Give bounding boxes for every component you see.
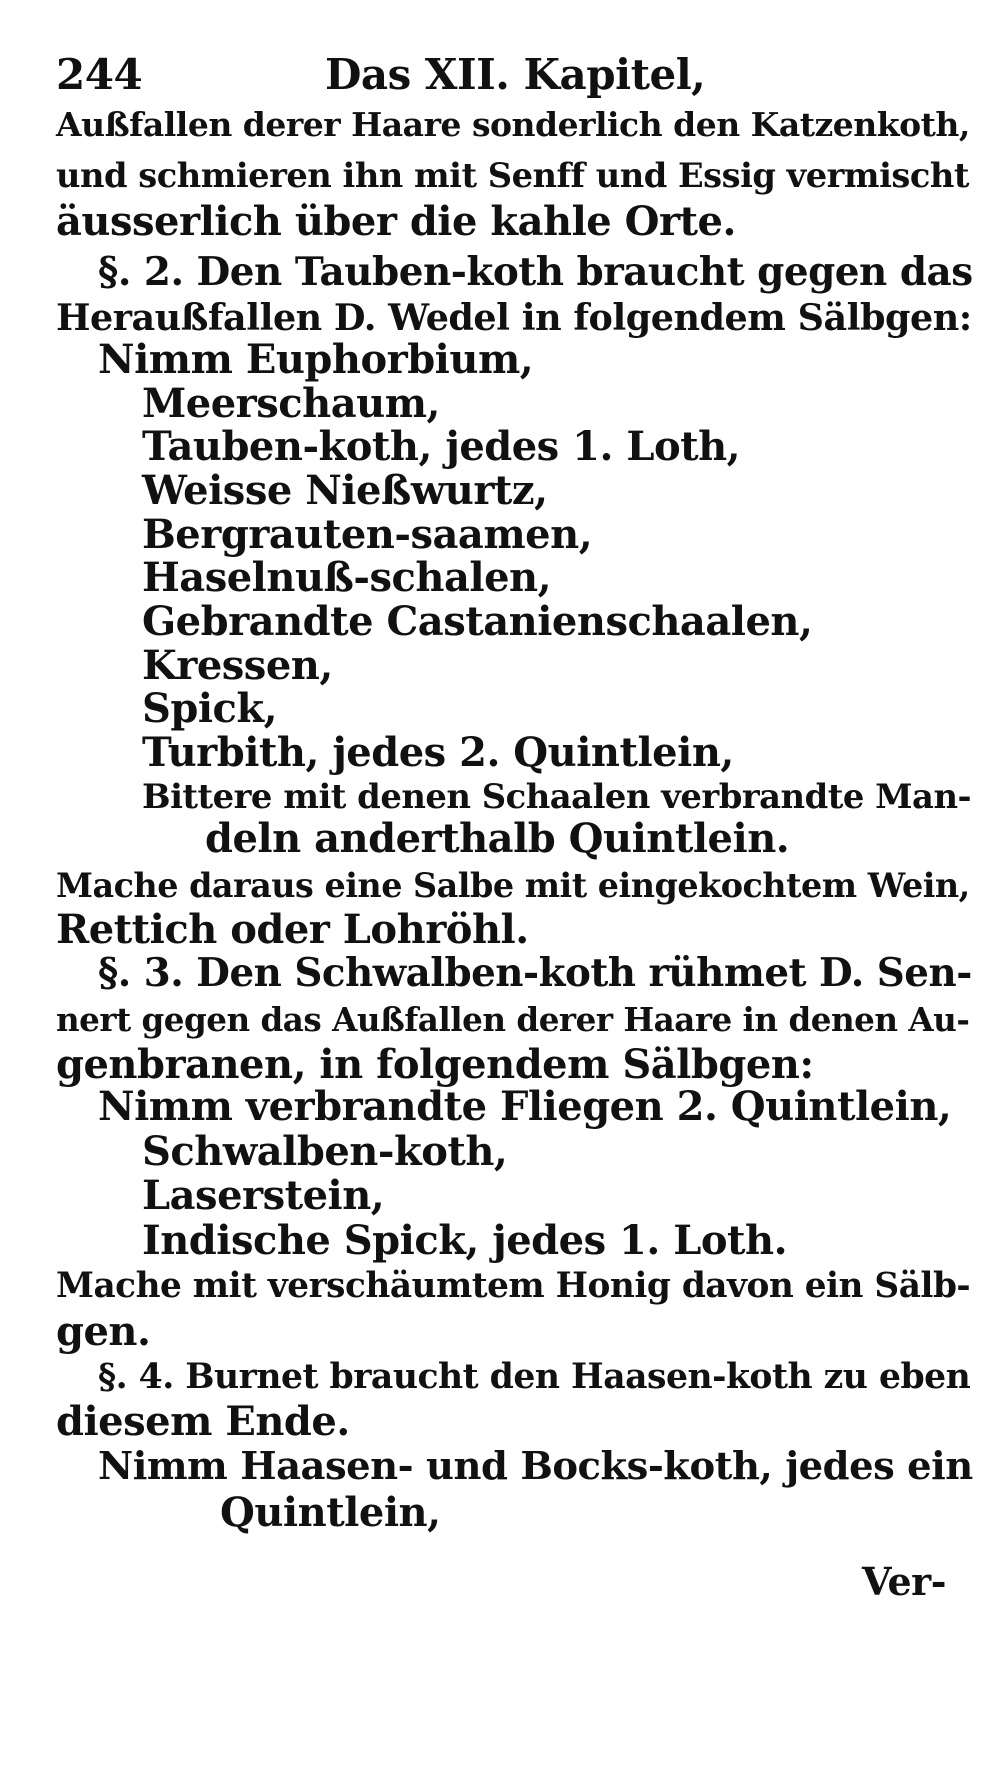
catchword: Ver- xyxy=(862,1559,946,1604)
section-heading: §. 4. Burnet braucht den Haasen-koth zu eben xyxy=(98,1357,971,1397)
recipe-ingredient: Indische Spick, jedes 1. Loth. xyxy=(142,1217,788,1264)
section-heading: §. 3. Den Schwalben-koth rühmet D. Sen- xyxy=(98,951,972,996)
text-line: Rettich oder Lohröhl. xyxy=(56,906,529,953)
recipe-ingredient: Tauben-koth, jedes 1. Loth, xyxy=(142,423,741,470)
recipe-ingredient: Kressen, xyxy=(142,642,333,689)
recipe-ingredient: Meerschaum, xyxy=(142,380,440,427)
recipe-ingredient: Laserstein, xyxy=(142,1172,385,1219)
text-line: äusserlich über die kahle Orte. xyxy=(56,198,736,245)
recipe-ingredient: Weisse Nießwurtz, xyxy=(142,467,548,514)
recipe-ingredient: Gebrandte Castanienschaalen, xyxy=(142,598,813,645)
recipe-ingredient: Haselnuß-schalen, xyxy=(142,554,552,601)
text-line: genbranen, in folgendem Sälbgen: xyxy=(56,1041,814,1088)
recipe-ingredient: Bittere mit denen Schaalen verbrandte Man- xyxy=(142,776,972,816)
recipe-ingredient: deln anderthalb Quintlein. xyxy=(205,815,790,862)
text-line: und schmieren ihn mit Senff und Essig vermischt xyxy=(56,155,969,195)
text-line: gen. xyxy=(56,1308,151,1355)
recipe-ingredient: Schwalben-koth, xyxy=(142,1128,508,1175)
recipe-line: Nimm verbrandte Fliegen 2. Quintlein, xyxy=(98,1083,952,1130)
page-number: 244 xyxy=(56,50,143,99)
recipe-ingredient: Quintlein, xyxy=(220,1489,441,1536)
recipe-ingredient: Bergrauten-saamen, xyxy=(142,511,593,558)
recipe-ingredient: Turbith, jedes 2. Quintlein, xyxy=(142,729,734,776)
running-title: Das XII. Kapitel, xyxy=(325,50,706,99)
recipe-ingredient: Spick, xyxy=(142,685,278,732)
text-line: nert gegen das Außfallen derer Haare in denen Au- xyxy=(56,1000,970,1039)
text-line: Mache daraus eine Salbe mit eingekochtem Wein, xyxy=(56,866,970,905)
section-heading: §. 2. Den Tauben-koth braucht gegen das xyxy=(98,249,973,295)
text-line: Außfallen derer Haare sonderlich den Katzenkoth, xyxy=(56,105,970,144)
text-line: diesem Ende. xyxy=(56,1398,350,1445)
text-line: Mache mit verschäumtem Honig davon ein Sälb- xyxy=(56,1266,971,1306)
text-line: Heraußfallen D. Wedel in folgendem Sälbgen: xyxy=(56,296,972,339)
recipe-line: Nimm Haasen- und Bocks-koth, jedes ein xyxy=(98,1444,973,1489)
recipe-line: Nimm Euphorbium, xyxy=(98,336,534,383)
